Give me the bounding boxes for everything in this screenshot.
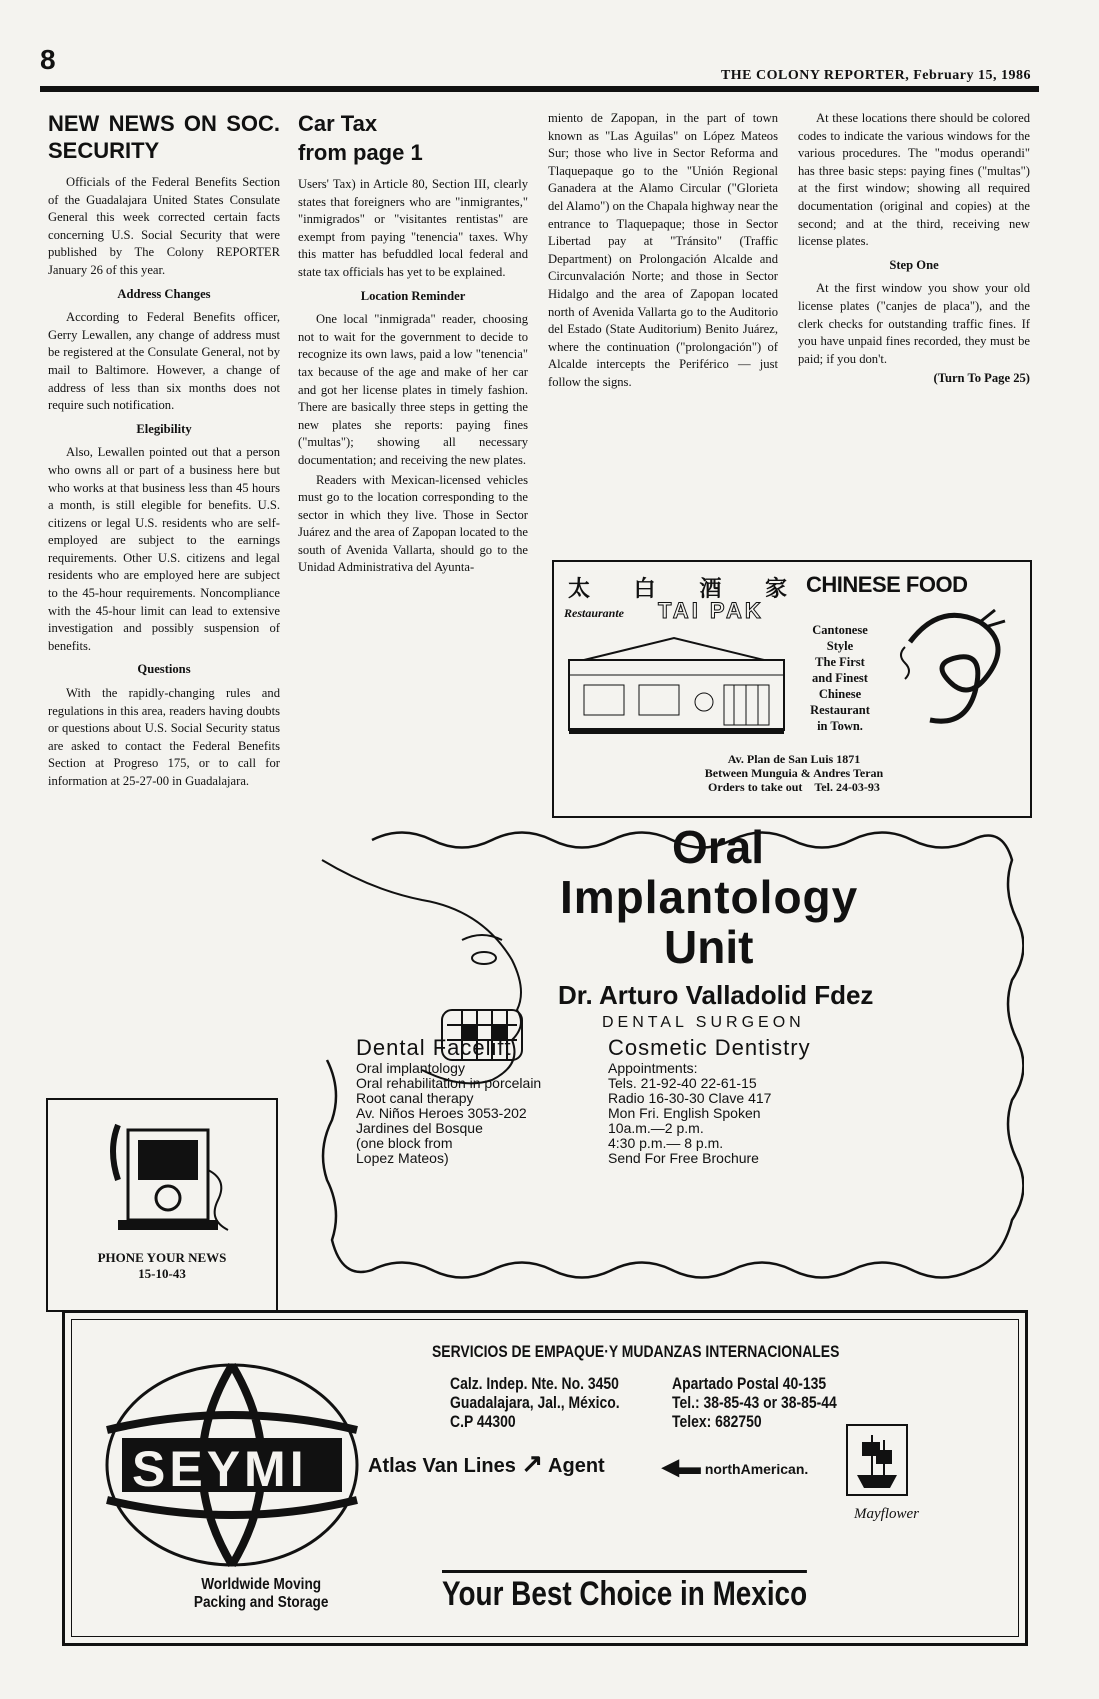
paragraph: At these locations there should be colored codes to indicate the various windows for the various procedures. The "modus operandi" has three basic steps: paying fines ("multas") at the first window; showing all required documentation (original and copies) at the second; and at the third, receiving new license plates. bbox=[798, 111, 1030, 249]
restaurante-label: Restaurante bbox=[564, 606, 625, 620]
article-car-tax bbox=[298, 110, 528, 579]
mayflower-text: Mayflower bbox=[854, 1506, 919, 1522]
paragraph: At the first window you show your old license plates ("canjes de placa"), and the clerk checks for outstanding traffic fines. If you have unpaid fines recorded, they must be paid; if you don't. bbox=[798, 281, 1030, 366]
masthead: THE COLONY REPORTER, February 15, 1986 bbox=[720, 68, 1031, 83]
page-number: 8 bbox=[40, 44, 56, 75]
services-line: (one block from bbox=[356, 1135, 453, 1151]
subhead: Questions bbox=[137, 662, 191, 677]
chinese-food-title: CHINESE FOOD bbox=[806, 572, 968, 597]
services-line: Send For Free Brochure bbox=[608, 1150, 759, 1166]
paragraph: Officials of the Federal Benefits Section of the Guadalajara United States Consulate General this week corrected certain facts concerning U.S. Social Security that were published by The Colony REPORTER January 26 of this year. bbox=[48, 175, 280, 277]
restaurant-building-illustration bbox=[564, 630, 794, 740]
atlas-van-lines bbox=[368, 1448, 605, 1479]
address-line: Between Munguia & Andres Teran bbox=[704, 766, 884, 780]
services-line: Jardines del Bosque bbox=[356, 1120, 483, 1136]
address-line: Av. Plan de San Luis 1871 bbox=[727, 752, 861, 766]
subhead: Elegibility bbox=[136, 421, 192, 436]
restaurant-address bbox=[614, 752, 974, 794]
subhead: Address Changes bbox=[117, 286, 211, 301]
tagline-line: in Town. bbox=[817, 719, 863, 733]
services-line: Radio 16-30-30 Clave 417 bbox=[608, 1090, 772, 1106]
article-social-security bbox=[48, 110, 280, 793]
tagline-line: The First bbox=[815, 655, 865, 669]
dental-services-left bbox=[356, 1035, 626, 1166]
dragon-illustration bbox=[890, 602, 1020, 732]
tagline-line: Chinese bbox=[818, 687, 862, 701]
tagline-line: and Finest bbox=[812, 671, 868, 685]
paragraph: miento de Zapopan, in the part of town known as "Las Aguilas" on López Mateos Sur; those who live in Sector Reforma and Tlaquepaque go to the "Unión Regional Ganadera at the Alamo Circular ("Glorieta del Alamo") on the Chapala highway near the entrance to Tlaquepaque; those in Sector Libertad pay at "Tránsito" (Traffic Department) on Prolongación Alcalde and Circunvalación Norte; and those in Sector Hidalgo and the area of Zapopan located north of Avenida Vallarta go to the Auditorio del Estado (State Auditorium) Benito Juárez, where the continuation ("prolongación") of Alcalde intercepts the Periférico — just follow the signs. bbox=[548, 111, 779, 389]
contact-line: Telex: 682750 bbox=[672, 1412, 762, 1431]
paragraph: According to Federal Benefits officer, Gerry Lewallen, any change of address must be registered at the Consulate General, not by mail to Baltimore. However, a change of address of less than six months does not require such notification. bbox=[48, 310, 280, 413]
doctor-role: DENTAL SURGEON bbox=[602, 1014, 805, 1031]
dental-services-right bbox=[608, 1035, 878, 1166]
seymi-slogan: Your Best Choice in Mexico bbox=[442, 1570, 807, 1614]
jump-line: (Turn To Page 25) bbox=[933, 371, 1030, 386]
services-line: 4:30 p.m.— 8 p.m. bbox=[608, 1135, 724, 1151]
paragraph: Readers with Mexican-licensed vehicles must go to the location corresponding to the sector in which they live. Those in Sector Juárez and the area of Zapopan located to the south of Avenida Vallarta, should go to the Unidad Administrativa del Ayunta- bbox=[298, 472, 528, 575]
services-line: Oral rehabilitation in porcelain bbox=[356, 1075, 542, 1091]
north-american-text: northAmerican. bbox=[704, 1461, 809, 1477]
services-line: Oral implantology bbox=[356, 1060, 465, 1076]
oral-implantology-ad bbox=[312, 820, 1024, 1290]
tagline-line: Restaurant bbox=[810, 703, 870, 717]
headline: NEW NEWS ON SOC. SECURITY bbox=[48, 111, 280, 163]
address-line bbox=[614, 780, 974, 794]
services-line: Lopez Mateos) bbox=[356, 1150, 449, 1166]
paragraph: Users' Tax) in Article 80, Section III, clearly states that foreigners who are "inmigrantes," "inmigrados" or "visitantes rentistas" are exempt from paying "tenencia" taxes. Why this matter has befuddled local federal and state tax officials has yet to be explained. bbox=[298, 177, 528, 279]
address-line: Guadalajara, Jal., México. bbox=[450, 1393, 620, 1412]
services-line: Tels. 21-92-40 22-61-15 bbox=[608, 1075, 757, 1091]
restaurant-tagline bbox=[794, 622, 886, 734]
services-heading: Dental Facelift bbox=[356, 1035, 512, 1060]
paragraph: With the rapidly-changing rules and regulations in this area, readers having doubts or questions about U.S. Social Security status are asked to contact the Federal Benefits Section at Progreso 175, or to call for information at 25-27-00 in Guadalajara. bbox=[48, 686, 280, 788]
seymi-logo-text: SEYMI bbox=[132, 1441, 308, 1497]
header-rule bbox=[40, 86, 1039, 92]
atlas-arrow-icon: ↗ bbox=[521, 1448, 544, 1478]
headline-continued: from page 1 bbox=[298, 140, 423, 165]
services-line: Root canal therapy bbox=[356, 1090, 474, 1106]
ad-title-oral: Oral bbox=[672, 821, 765, 873]
seymi-services bbox=[194, 1576, 329, 1612]
services-line: 10a.m.—2 p.m. bbox=[608, 1120, 704, 1136]
mayflower-ship-icon bbox=[842, 1420, 912, 1500]
phone-ad-label: PHONE YOUR NEWS bbox=[97, 1250, 227, 1265]
services-line: Av. Niños Heroes 3053-202 bbox=[356, 1105, 527, 1121]
telephone-illustration bbox=[88, 1110, 238, 1240]
takeout-text: Orders to take out bbox=[708, 780, 803, 794]
services-line: Worldwide Moving bbox=[201, 1576, 322, 1593]
article-car-tax-cont bbox=[548, 110, 778, 394]
seymi-contact bbox=[672, 1374, 837, 1431]
north-american-arrow-icon: ◀▬ bbox=[662, 1454, 701, 1479]
ad-title-implantology: Implantology bbox=[560, 871, 859, 923]
services-line: Mon Fri. English Spoken bbox=[608, 1105, 761, 1121]
restaurant-name: TAI PAK bbox=[658, 598, 764, 623]
contact-line: Apartado Postal 40-135 bbox=[672, 1374, 827, 1393]
services-line: Appointments: bbox=[608, 1060, 698, 1076]
seymi-address bbox=[450, 1374, 620, 1431]
phone-your-news-ad bbox=[46, 1098, 278, 1312]
article-car-tax-cont2 bbox=[798, 110, 1030, 388]
chinese-characters: 太 白 酒 家 bbox=[568, 577, 805, 602]
subhead: Location Reminder bbox=[360, 288, 466, 303]
headline: Car Tax bbox=[298, 111, 378, 136]
phone-ad-number: 15-10-43 bbox=[138, 1266, 186, 1281]
tagline-line: Cantonese bbox=[812, 623, 868, 637]
north-american-logo bbox=[662, 1454, 808, 1480]
agent-text: Agent bbox=[548, 1455, 605, 1477]
services-line: Packing and Storage bbox=[193, 1594, 329, 1611]
address-line: C.P 44300 bbox=[450, 1412, 516, 1431]
subhead: Step One bbox=[889, 257, 939, 272]
phone-text: Tel. 24-03-93 bbox=[814, 780, 880, 794]
paragraph: One local "inmigrada" reader, choosing not to wait for the government to decide to recognize its own laws, paid a low "tenencia" tax because of the age and make of her car and got her license plates in timely fashion. There are basically three steps in getting the new plates she reports: paying fines ("multas"); showing all necessary documentation; and receiving the new plates. bbox=[298, 312, 528, 467]
tagline-line: Style bbox=[826, 639, 854, 653]
seymi-moving-ad bbox=[62, 1310, 1028, 1646]
address-line: Calz. Indep. Nte. No. 3450 bbox=[450, 1374, 619, 1393]
ad-title-unit: Unit bbox=[664, 921, 754, 973]
services-heading: Cosmetic Dentistry bbox=[608, 1035, 811, 1060]
seymi-headline: SERVICIOS DE EMPAQUE·Y MUDANZAS INTERNACIONALES bbox=[432, 1342, 840, 1361]
chinese-food-ad bbox=[552, 560, 1032, 818]
paragraph: Also, Lewallen pointed out that a person who owns all or part of a business here but who works at that business less than 45 hours a month, is still elegible for benefits. U.S. citizens or legal U.S. residents who are self-employed are subject to the earnings requirements. Other U.S. citizens and legal residents who are employed here are subject to the 45-hour requirements. Noncompliance with the 45-hour limit can lead to extensive investigation and possibly suspension of benefits. bbox=[48, 445, 280, 653]
atlas-van-lines-text: Atlas Van Lines bbox=[368, 1455, 516, 1477]
doctor-name: Dr. Arturo Valladolid Fdez bbox=[558, 980, 874, 1010]
contact-line: Tel.: 38-85-43 or 38-85-44 bbox=[672, 1393, 837, 1412]
